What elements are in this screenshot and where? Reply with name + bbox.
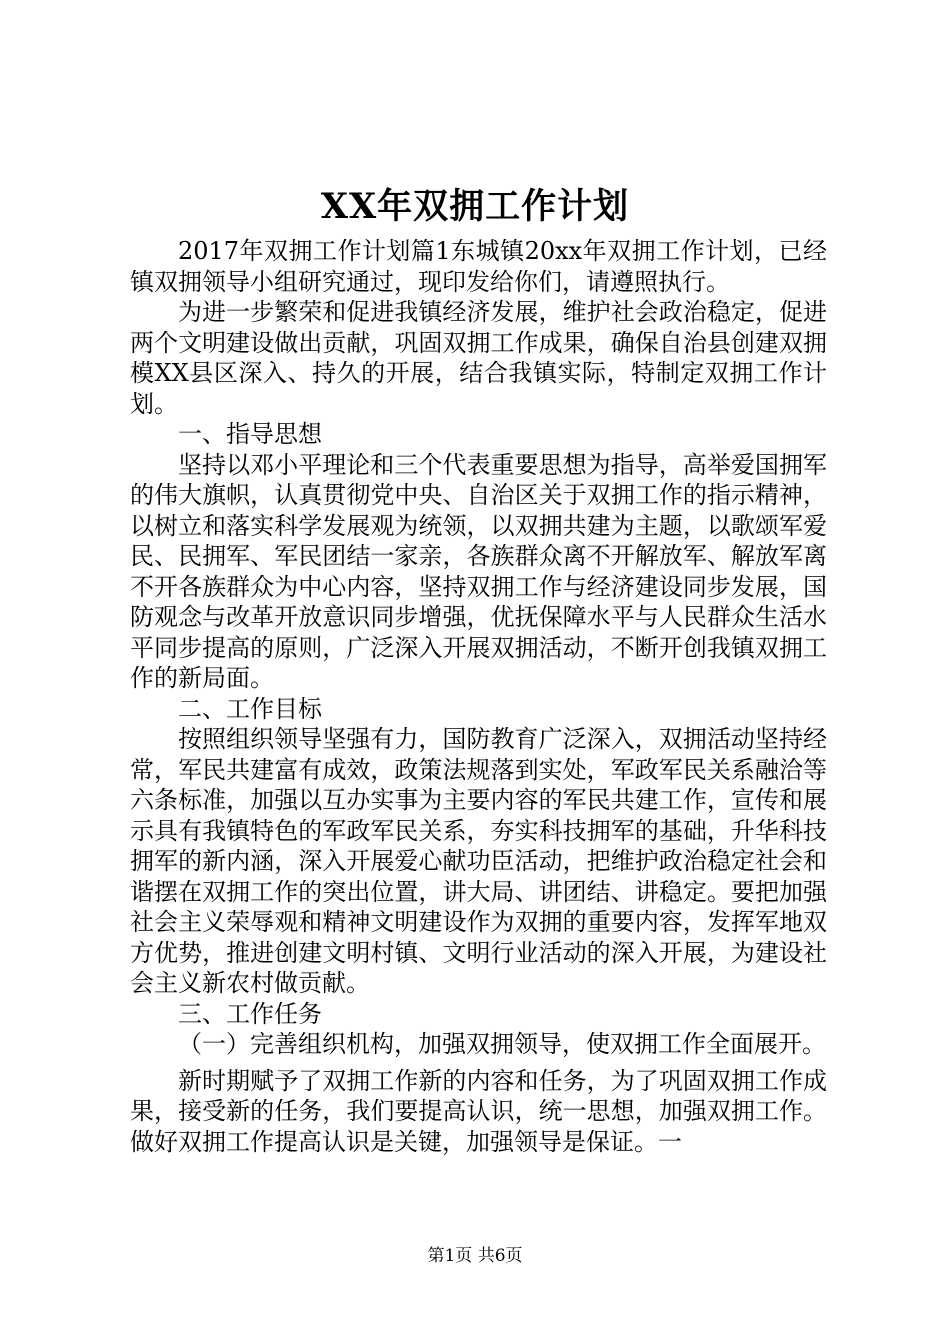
section-heading-guiding-ideology: 一、指导思想	[178, 420, 322, 448]
subsection-heading-organization: （一）完善组织机构，加强双拥领导，使双拥工作全面展开。	[178, 1030, 826, 1058]
paragraph-guiding-ideology: 坚持以邓小平理论和三个代表重要思想为指导，高举爱国拥军的伟大旗帜，认真贯彻党中央、自治区关于双拥工作的指示精神，以树立和落实科学发展观为统领，以双拥共建为主题，以歌颂军爱民、民拥军、军民团结一家亲，各族群众离不开解放军、解放军离不开各族群众为中心内容，坚持双拥工作与经济建设同步发展，国防观念与改革开放意识同步增强，优抚保障水平与人民群众生活水平同步提高的原则，广泛深入开展双拥活动，不断开创我镇双拥工作的新局面。	[130, 450, 827, 692]
paragraph-purpose: 为进一步繁荣和促进我镇经济发展，维护社会政治稳定，促进两个文明建设做出贡献，巩固双拥工作成果，确保自治县创建双拥模XX县区深入、持久的开展，结合我镇实际，特制定双拥工作计划。	[130, 298, 827, 418]
page-number: 第1页 共6页	[427, 1246, 523, 1266]
section-heading-work-tasks: 三、工作任务	[178, 999, 322, 1028]
document-body	[130, 236, 827, 1157]
paragraph-intro: 2017年双拥工作计划篇1东城镇20xx年双拥工作计划，已经镇双拥领导小组研究通过，现印发给你们，请遵照执行。	[130, 237, 827, 296]
paragraph-new-era: 新时期赋予了双拥工作新的内容和任务，为了巩固双拥工作成果，接受新的任务，我们要提高认识，统一思想，加强双拥工作。做好双拥工作提高认识是关键，加强领导是保证。一	[130, 1066, 827, 1156]
section-heading-work-goals: 二、工作目标	[178, 694, 322, 723]
paragraph-work-goals: 按照组织领导坚强有力，国防教育广泛深入，双拥活动坚持经常，军民共建富有成效，政策法规落到实处，军政军民关系融洽等六条标准，加强以互办实事为主要内容的军民共建工作，宣传和展示具有我镇特色的军政军民关系，夯实科技拥军的基础，升华科技拥军的新内涵，深入开展爱心献功臣活动，把维护政治稳定社会和谐摆在双拥工作的突出位置，讲大局、讲团结、讲稳定。要把加强社会主义荣辱观和精神文明建设作为双拥的重要内容，发挥军地双方优势，推进创建文明村镇、文明行业活动的深入开展，为建设社会主义新农村做贡献。	[130, 725, 827, 997]
document-title: XX年双拥工作计划	[320, 186, 630, 227]
